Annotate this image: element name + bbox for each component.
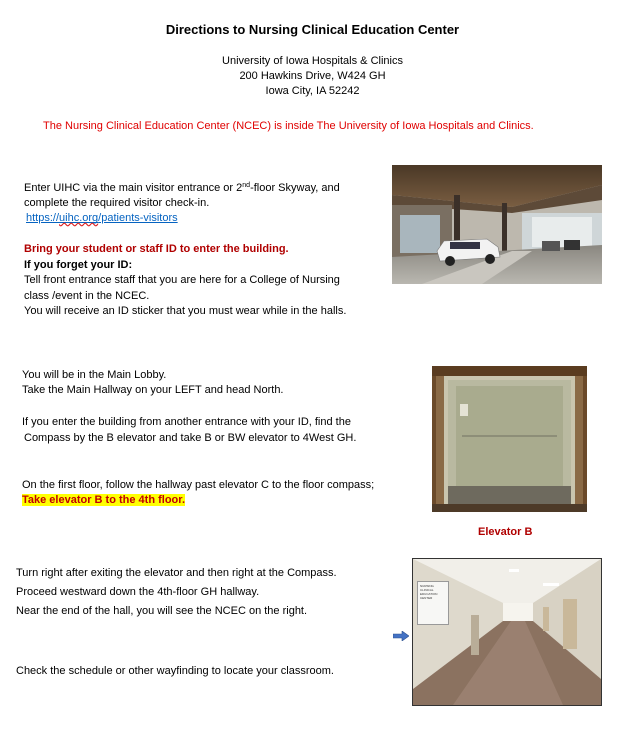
first-floor-line: On the first floor, follow the hallway past elevator C to the floor compass; xyxy=(22,479,375,491)
entrance-instruction-line2: complete the required visitor check-in. xyxy=(24,197,210,209)
route-line3: Near the end of the hall, you will see the NCEC on the right. xyxy=(16,605,308,617)
address-line-3: Iowa City, IA 52242 xyxy=(265,85,360,97)
page-title: Directions to Nursing Clinical Education Center xyxy=(165,22,460,37)
lobby-line1: You will be in the Main Lobby. xyxy=(22,369,167,381)
ncec-sign: NURSING CLINICAL EDUCATION CENTER xyxy=(417,581,449,625)
forget-id-line1: Tell front entrance staff that you are here for a College of Nursing xyxy=(24,274,340,286)
hallway-photo xyxy=(412,558,602,706)
elevator-b-highlight: Take elevator B to the 4th floor. xyxy=(22,494,185,506)
forget-id-line3: You will receive an ID sticker that you must wear while in the halls. xyxy=(24,305,347,317)
entrance-instruction-line1: Enter UIHC via the main visitor entrance or 2nd-floor Skyway, and xyxy=(24,182,340,194)
patients-visitors-link[interactable]: https://uihc.org/patients-visitors xyxy=(26,212,178,224)
id-warning: Bring your student or staff ID to enter the building. xyxy=(24,243,289,255)
route-line1: Turn right after exiting the elevator and then right at the Compass. xyxy=(16,567,337,579)
entrance-photo xyxy=(392,165,602,284)
elevator-b-caption: Elevator B xyxy=(478,526,533,538)
address-line-1: University of Iowa Hospitals & Clinics xyxy=(222,55,403,67)
other-entrance-line1: If you enter the building from another entrance with your ID, find the xyxy=(22,416,351,428)
other-entrance-line2: Compass by the B elevator and take B or BW elevator to 4West GH. xyxy=(24,432,357,444)
ncec-notice: The Nursing Clinical Education Center (NCEC) is inside The University of Iowa Hospitals and Clinics. xyxy=(43,120,534,132)
forget-id-line2: class /event in the NCEC. xyxy=(24,290,150,302)
lobby-line2: Take the Main Hallway on your LEFT and head North. xyxy=(22,384,284,396)
right-arrow-icon xyxy=(393,631,409,641)
schedule-line: Check the schedule or other wayfinding to locate your classroom. xyxy=(16,665,334,677)
forget-id-heading: If you forget your ID: xyxy=(24,259,133,271)
address-line-2: 200 Hawkins Drive, W424 GH xyxy=(239,70,386,82)
route-line2: Proceed westward down the 4th-floor GH hallway. xyxy=(16,586,260,598)
elevator-b-photo xyxy=(432,366,587,512)
